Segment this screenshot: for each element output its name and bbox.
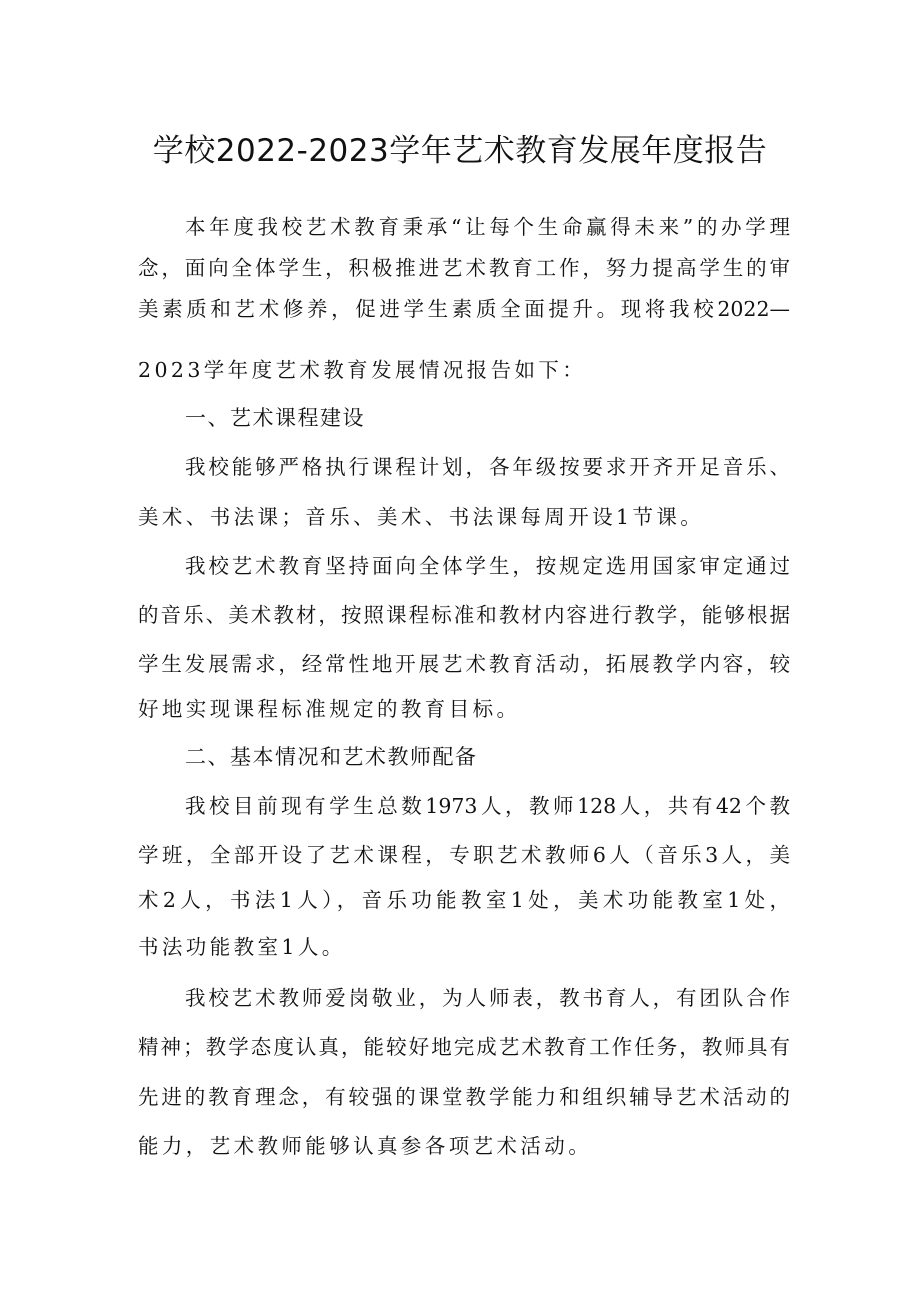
paragraph-3-line-3: 学生发展需求，经常性地开展艺术教育活动，拓展教学内容，较 (138, 652, 790, 676)
paragraph-3-line-1: 我校艺术教育坚持面向全体学生，按规定选用国家审定通过 (185, 554, 790, 578)
paragraph-2-line-2: 美术、书法课；音乐、美术、书法课每周开设1节课。 (138, 505, 705, 529)
paragraph-3-line-4: 好地实现课程标准规定的教育目标。 (138, 697, 521, 721)
paragraph-1-line-4: 2023学年度艺术教育发展情况报告如下： (138, 358, 587, 382)
paragraph-1-line-1: 本年度我校艺术教育秉承“让每个生命赢得未来”的办学理 (185, 215, 790, 239)
paragraph-4-line-3: 术2人，书法1人），音乐功能教室1处，美术功能教室1处， (138, 888, 790, 912)
paragraph-5-line-4: 能力，艺术教师能够认真参各项艺术活动。 (138, 1134, 593, 1158)
section-heading-2: 二、基本情况和艺术教师配备 (185, 745, 478, 769)
paragraph-1-line-2: 念，面向全体学生，积极推进艺术教育工作，努力提高学生的审 (138, 256, 790, 280)
paragraph-3-line-2: 的音乐、美术教材，按照课程标准和教材内容进行教学，能够根据 (138, 603, 790, 627)
paragraph-1-line-3: 美素质和艺术修养，促进学生素质全面提升。现将我校2022— (138, 297, 790, 321)
paragraph-5-line-1: 我校艺术教师爱岗敬业，为人师表，教书育人，有团队合作 (185, 986, 790, 1010)
paragraph-5-line-3: 先进的教育理念，有较强的课堂教学能力和组织辅导艺术活动的 (138, 1085, 790, 1109)
paragraph-4-line-4: 书法功能教室1人。 (138, 935, 346, 959)
paragraph-4-line-1: 我校目前现有学生总数1973人，教师128人，共有42个教 (185, 794, 790, 818)
section-heading-1: 一、艺术课程建设 (185, 406, 365, 430)
paragraph-5-line-2: 精神；教学态度认真，能较好地完成艺术教育工作任务，教师具有 (138, 1035, 790, 1059)
paragraph-4-line-2: 学班，全部开设了艺术课程，专职艺术教师6人（音乐3人，美 (138, 843, 790, 867)
document-title: 学校2022-2023学年艺术教育发展年度报告 (152, 133, 768, 169)
paragraph-2-line-1: 我校能够严格执行课程计划，各年级按要求开齐开足音乐、 (185, 455, 790, 479)
